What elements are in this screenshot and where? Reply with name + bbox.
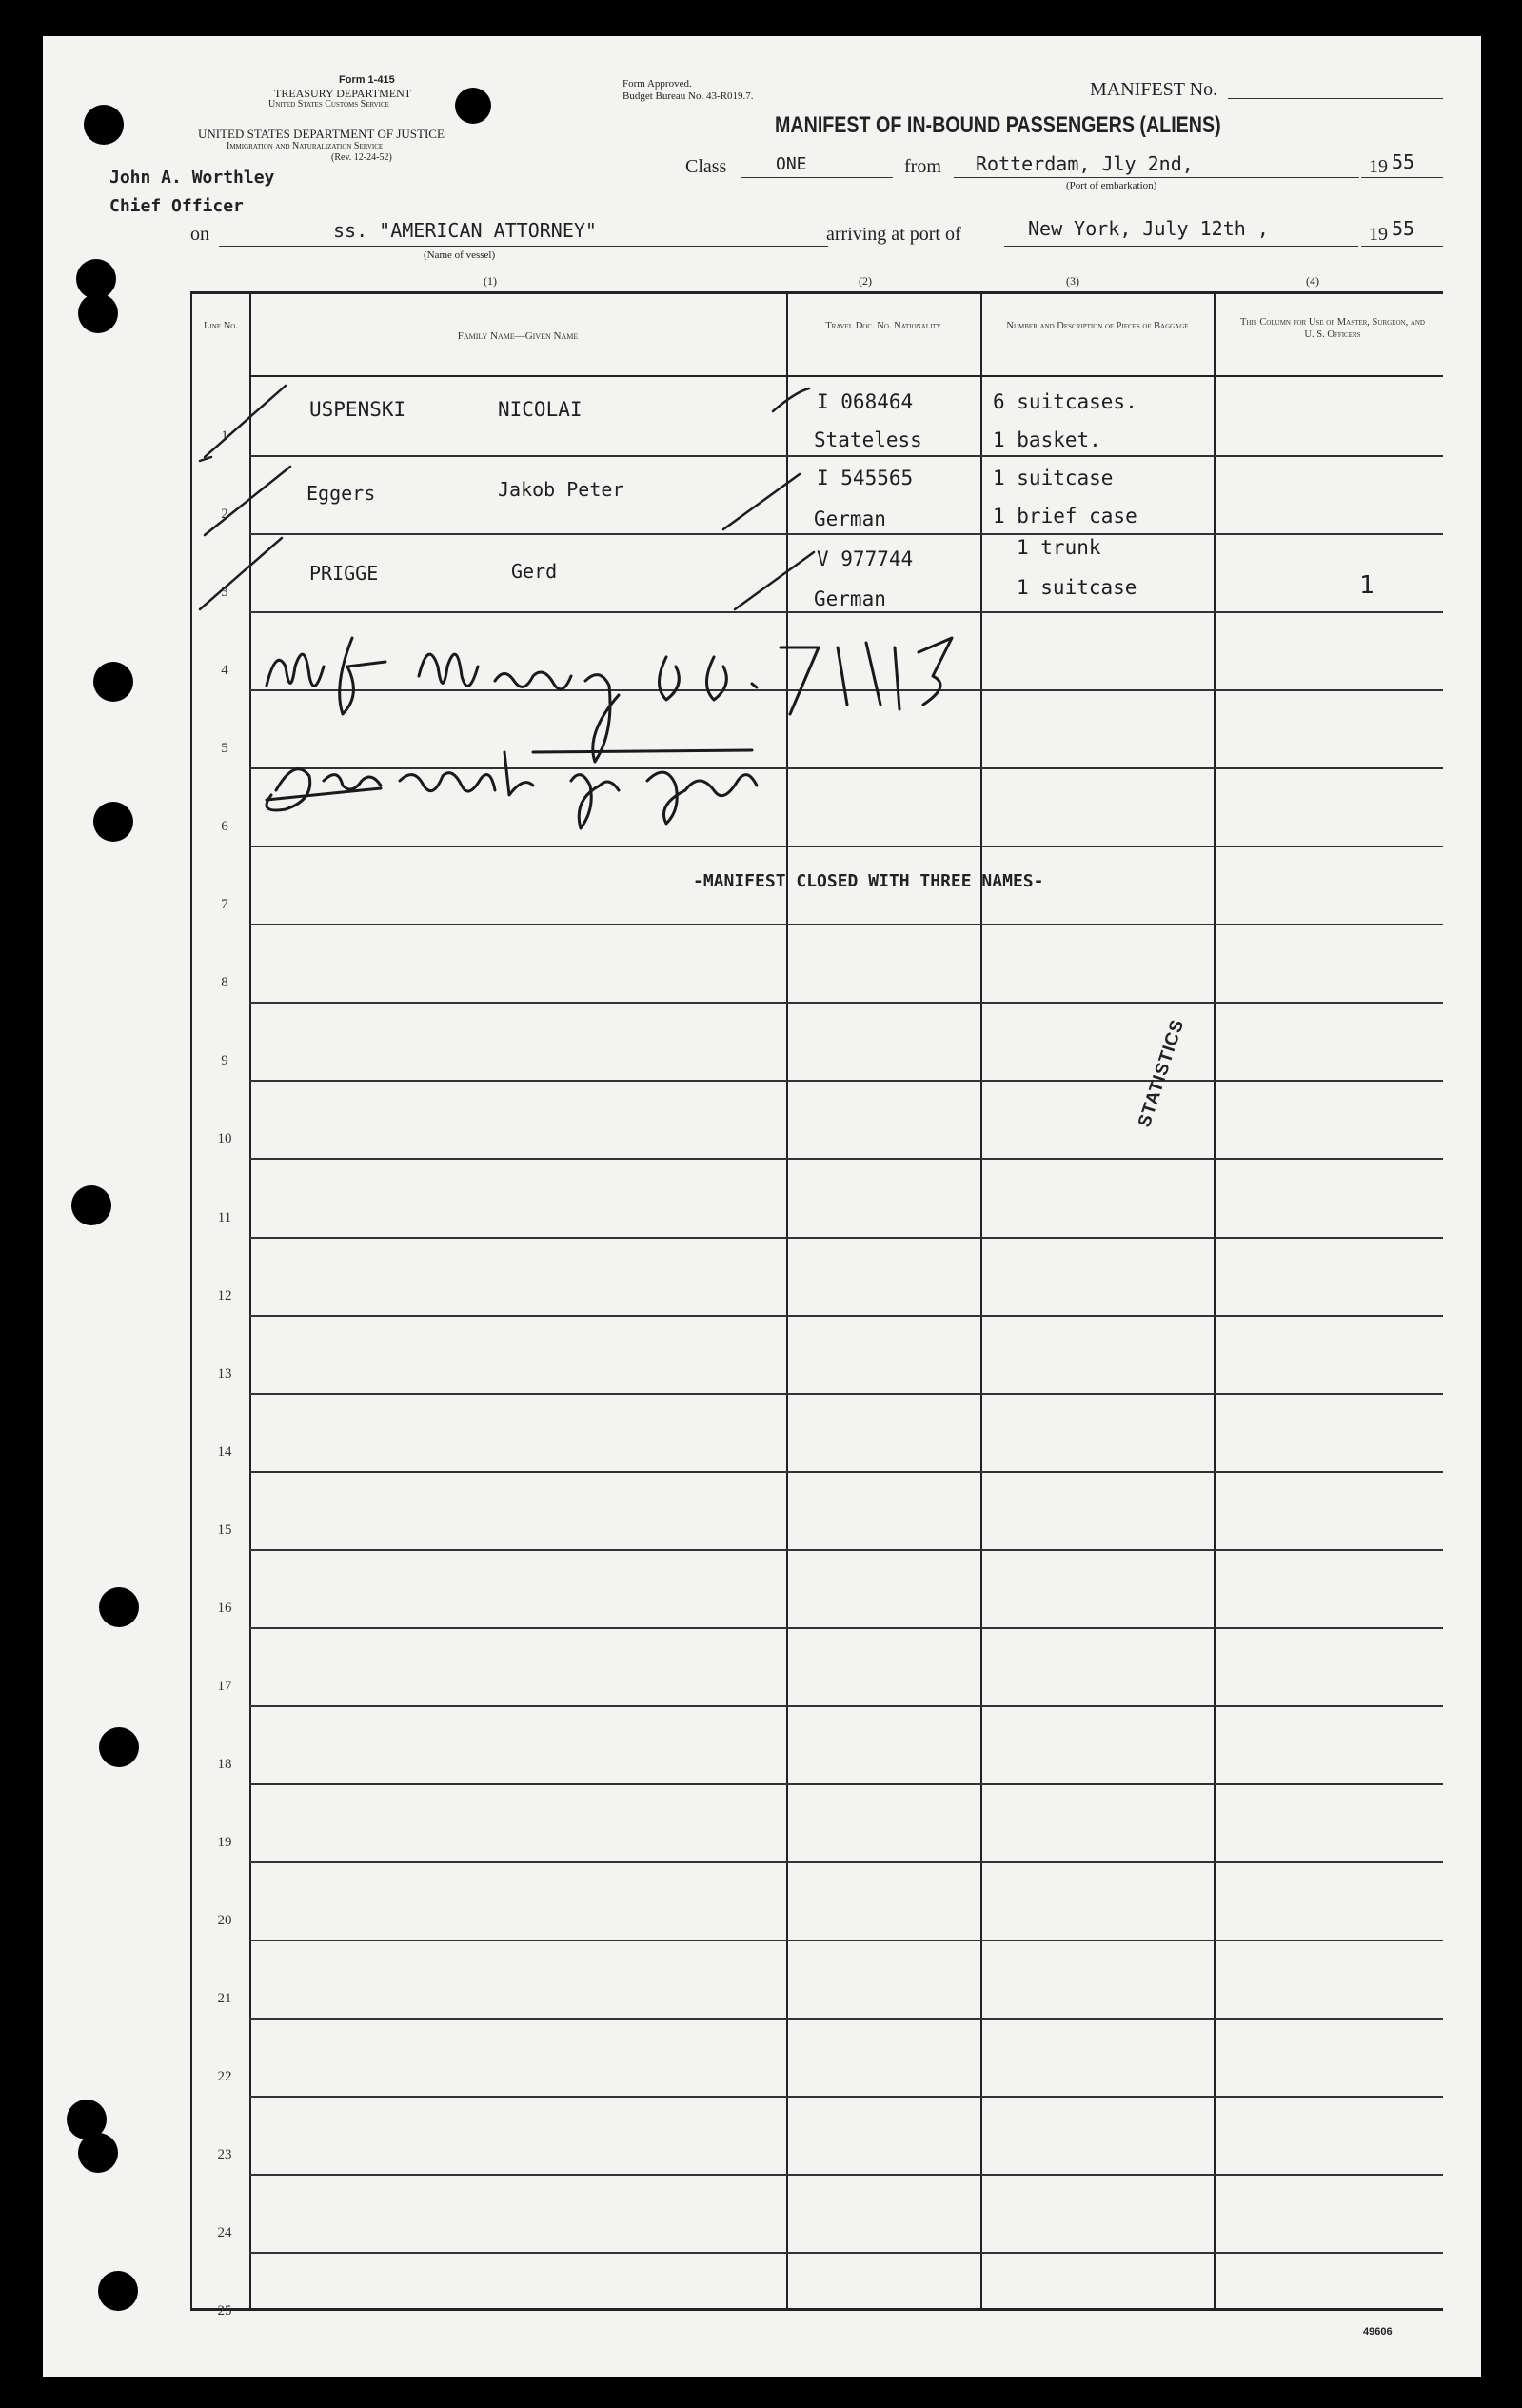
- class-label: Class: [685, 156, 727, 177]
- statistics-stamp: STATISTICS: [1135, 1016, 1189, 1130]
- arriving-label: arriving at port of: [826, 224, 961, 245]
- vessel-caption: (Name of vessel): [424, 249, 496, 261]
- year-value-1: 55: [1392, 150, 1415, 173]
- line-number: 20: [217, 1913, 232, 1928]
- line-number: 16: [217, 1601, 232, 1616]
- handwritten-signature: [219, 609, 1266, 847]
- passenger-2-family-name: Eggers: [306, 482, 376, 505]
- year-prefix-1: 19: [1369, 156, 1388, 177]
- passenger-2-doc-number: I 545565: [817, 467, 914, 489]
- header-line-no: Line No.: [204, 321, 238, 331]
- passenger-2-nationality: German: [814, 507, 886, 530]
- col-number-2: (2): [859, 274, 872, 288]
- class-value: ONE: [776, 154, 807, 174]
- customs-service: United States Customs Service: [268, 99, 389, 109]
- line-number: 10: [217, 1131, 232, 1146]
- passenger-3-nationality: German: [814, 587, 886, 610]
- line-number: 1: [221, 428, 228, 444]
- passenger-1-nationality: Stateless: [814, 428, 922, 451]
- year-prefix-2: 19: [1369, 224, 1388, 245]
- col-number-3: (3): [1066, 274, 1079, 288]
- line-number: 18: [217, 1757, 232, 1772]
- passenger-1-family-name: USPENSKI: [309, 398, 406, 421]
- line-number: 12: [217, 1288, 232, 1304]
- vessel-value: ss. "AMERICAN ATTORNEY": [333, 219, 597, 242]
- line-number: 7: [221, 897, 228, 912]
- form-approved: Form Approved.: [623, 78, 692, 90]
- passenger-1-doc-number: I 068464: [817, 390, 914, 413]
- form-code: 49606: [1363, 2326, 1393, 2338]
- header-baggage: Number and Description of Pieces of Baggage: [1006, 321, 1189, 331]
- passenger-2-baggage-line-1: 1 suitcase: [993, 467, 1114, 489]
- passenger-1-baggage-line-2: 1 basket.: [993, 428, 1101, 451]
- line-number: 9: [221, 1053, 228, 1068]
- port-embarkation-caption: (Port of embarkation): [1066, 180, 1157, 191]
- line-number: 13: [217, 1366, 232, 1382]
- line-number: 15: [217, 1522, 232, 1538]
- line-number: 8: [221, 975, 228, 990]
- passenger-3-doc-number: V 977744: [817, 547, 914, 570]
- line-number: 11: [217, 1210, 232, 1225]
- header-travel-doc: Travel Doc. No. Nationality: [825, 321, 941, 331]
- passenger-3-baggage-line-2: 1 suitcase: [1017, 576, 1137, 599]
- manifest-no-label: MANIFEST No.: [1090, 79, 1218, 100]
- col-number-1: (1): [484, 274, 497, 288]
- passenger-3-family-name: PRIGGE: [309, 562, 379, 585]
- officer-name: John A. Worthley: [109, 168, 275, 188]
- line-number: 21: [217, 1991, 232, 2006]
- treasury-dept: TREASURY DEPARTMENT: [274, 87, 412, 100]
- form-number: Form 1-415: [339, 74, 395, 86]
- line-number: 17: [217, 1679, 232, 1694]
- line-number: 14: [217, 1444, 232, 1460]
- line-number: 4: [221, 663, 228, 678]
- revision-date: (Rev. 12-24-52): [331, 152, 392, 163]
- line-number: 5: [221, 741, 228, 756]
- passenger-3-baggage-line-1: 1 trunk: [1017, 536, 1101, 559]
- passenger-3-given-name: Gerd: [511, 560, 558, 583]
- from-label: from: [904, 156, 941, 177]
- passenger-2-given-name: Jakob Peter: [498, 478, 624, 501]
- officer-title: Chief Officer: [109, 196, 244, 216]
- budget-bureau: Budget Bureau No. 43-R019.7.: [623, 90, 754, 102]
- line-number: 25: [217, 2303, 232, 2318]
- arrival-port-value: New York, July 12th ,: [1028, 217, 1269, 240]
- line-number: 3: [221, 585, 228, 600]
- line-number: 23: [217, 2147, 232, 2162]
- passenger-1-given-name: NICOLAI: [498, 398, 583, 421]
- passenger-2-baggage-line-2: 1 brief case: [993, 505, 1137, 527]
- passenger-3-officer-mark: 1: [1359, 571, 1374, 600]
- line-number: 19: [217, 1835, 232, 1850]
- line-number: 2: [221, 507, 228, 522]
- header-family-given-name: Family Name—Given Name: [457, 330, 579, 342]
- header-officers: This Column for Use of Master, Surgeon, and U. S. Officers: [1240, 317, 1425, 340]
- line-number: 6: [221, 819, 228, 834]
- line-number: 22: [217, 2069, 232, 2084]
- line-number: 24: [217, 2225, 232, 2240]
- passenger-1-baggage-line-1: 6 suitcases.: [993, 390, 1137, 413]
- closing-note: -MANIFEST CLOSED WITH THREE NAMES-: [693, 871, 1044, 891]
- ins-label: Immigration and Naturalization Service: [227, 141, 384, 151]
- year-value-2: 55: [1392, 217, 1415, 240]
- col-number-4: (4): [1306, 274, 1319, 288]
- manifest-title: MANIFEST OF IN-BOUND PASSENGERS (ALIENS): [775, 112, 1221, 138]
- from-value: Rotterdam, Jly 2nd,: [976, 152, 1194, 175]
- on-label: on: [190, 224, 209, 245]
- justice-dept: UNITED STATES DEPARTMENT OF JUSTICE: [198, 127, 445, 141]
